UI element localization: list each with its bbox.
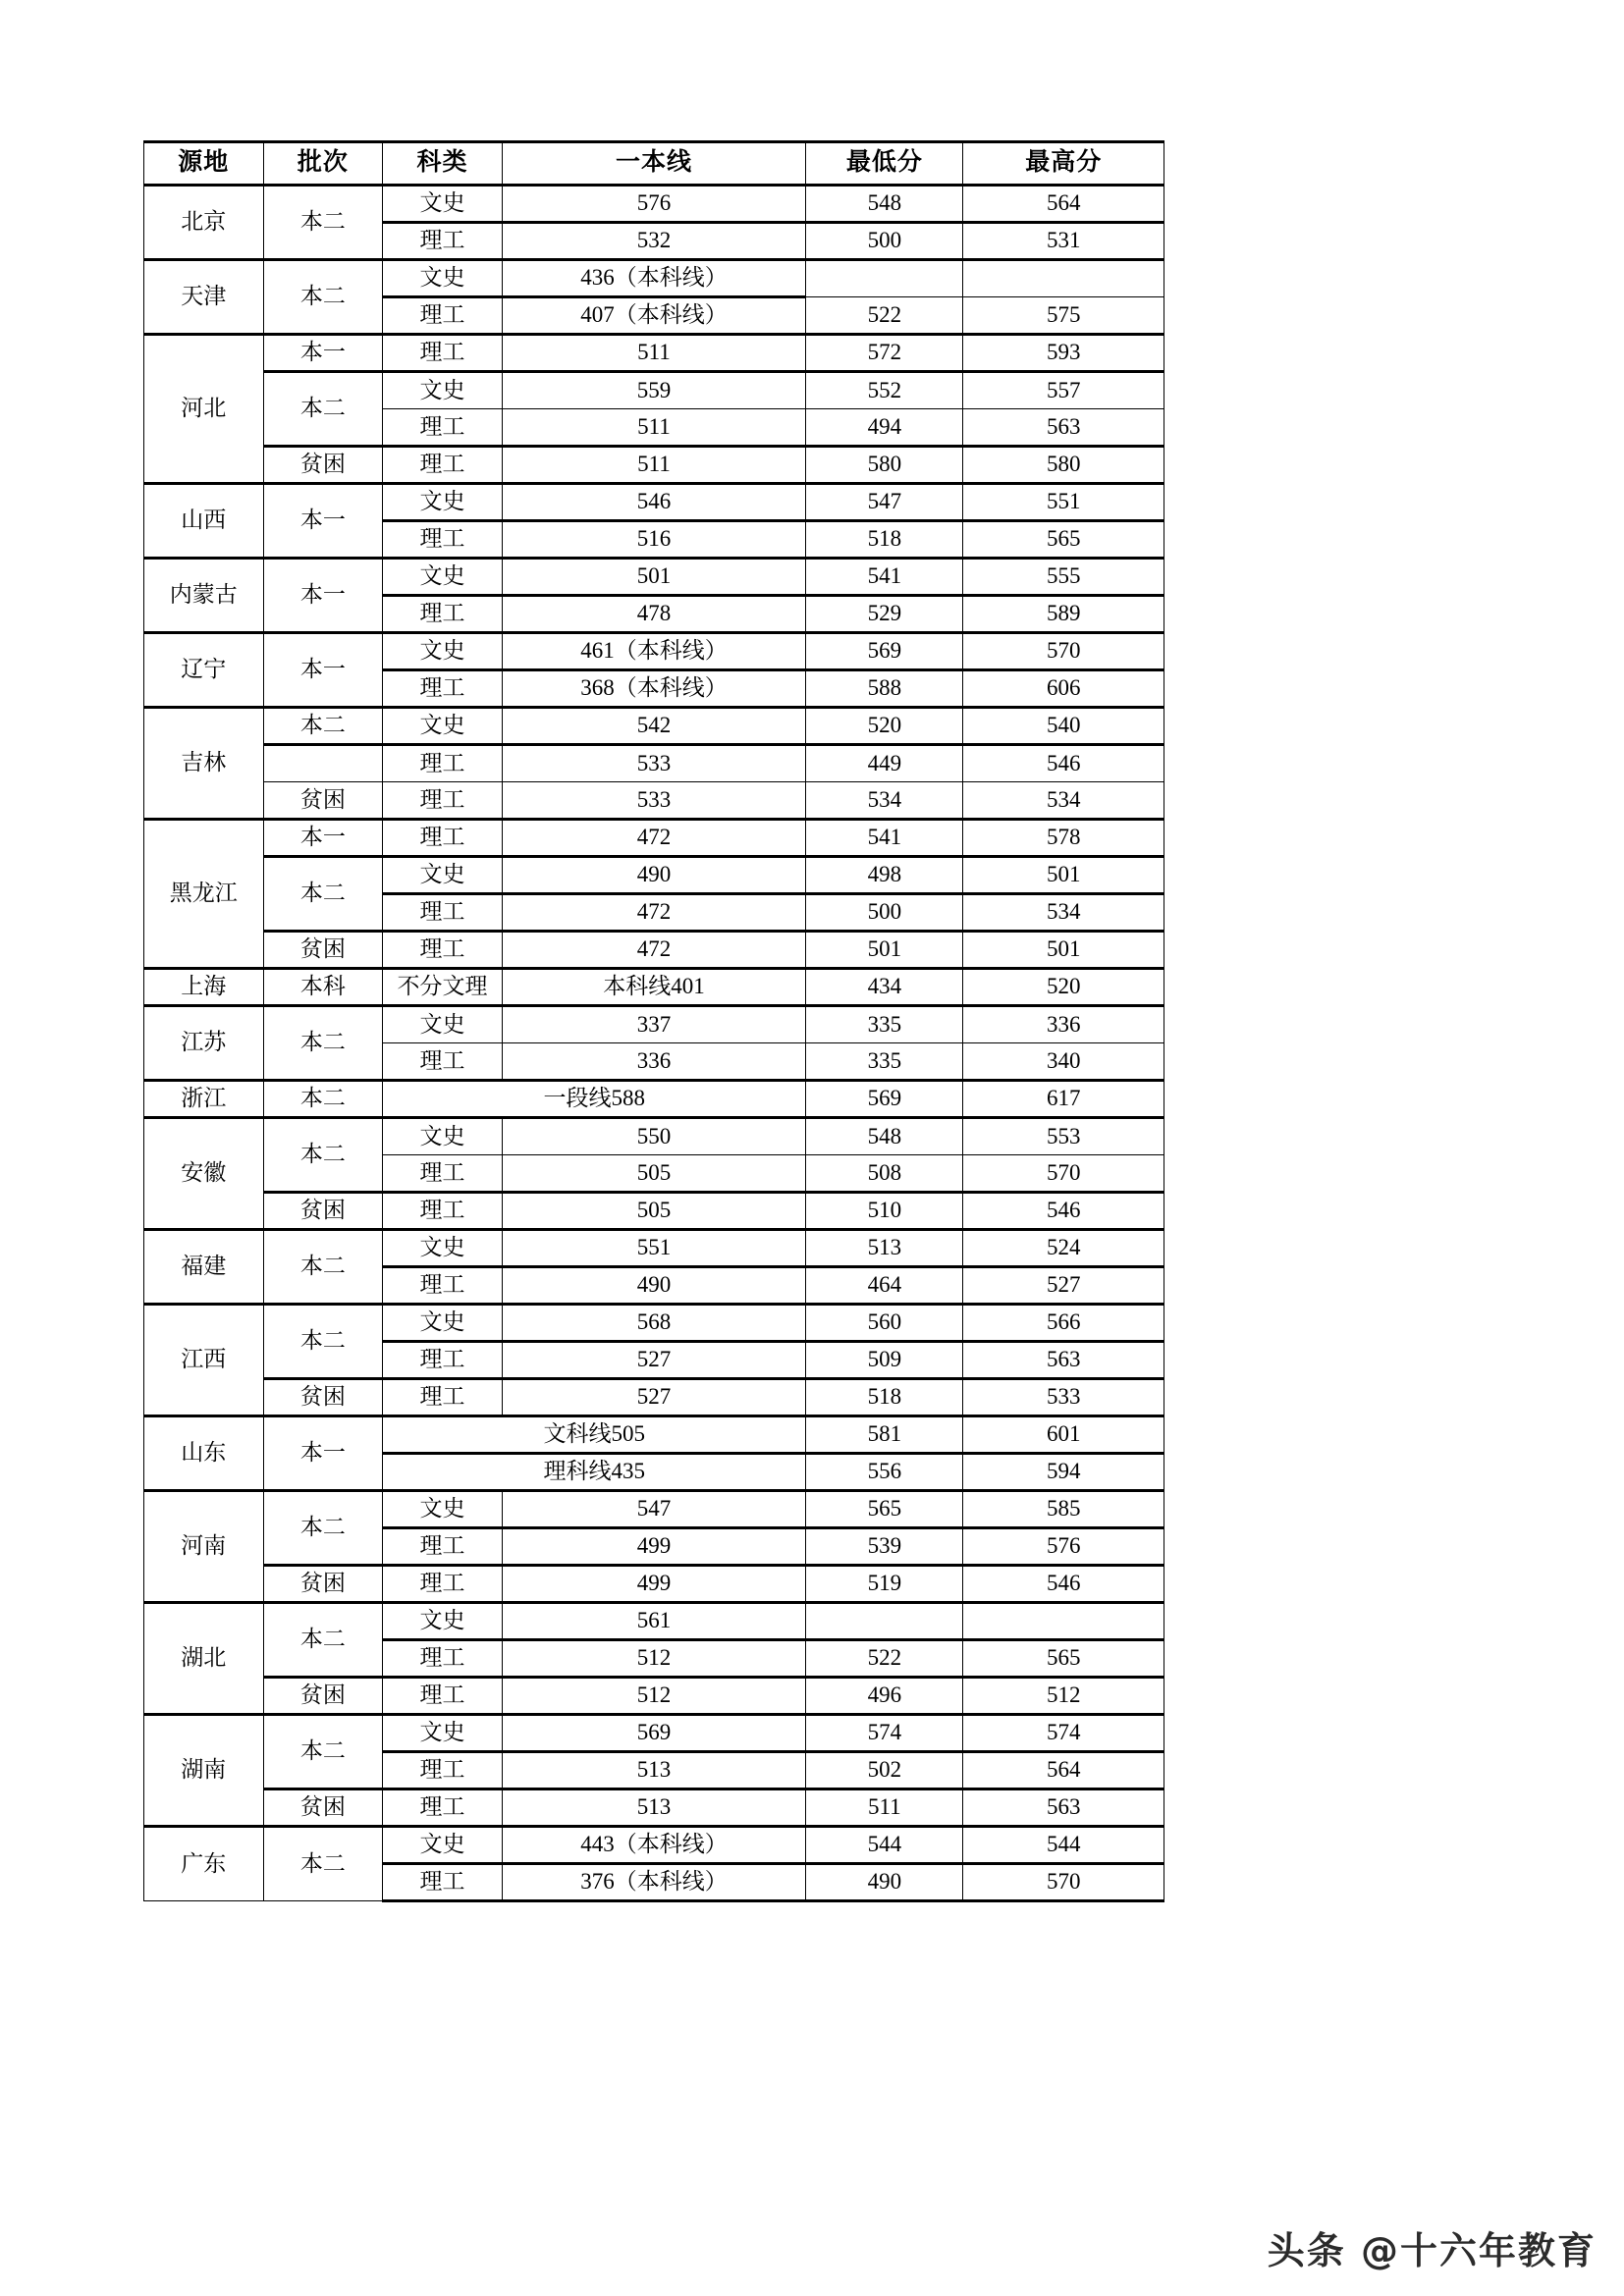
cell-min: 552	[806, 372, 963, 409]
cell-line: 546	[502, 484, 805, 521]
table-row	[144, 708, 1164, 745]
cell-line: 551	[502, 1230, 805, 1267]
cell-max: 593	[963, 335, 1164, 372]
cell-max: 533	[963, 1379, 1164, 1416]
cell-origin: 河南	[144, 1491, 264, 1603]
cell-min: 580	[806, 447, 963, 484]
cell-line: 理科线435	[383, 1454, 806, 1491]
cell-max: 565	[963, 521, 1164, 559]
cell-max: 544	[963, 1827, 1164, 1864]
cell-subject: 文史	[383, 484, 503, 521]
cell-origin: 江西	[144, 1305, 264, 1416]
cell-max: 570	[963, 633, 1164, 670]
cell-batch: 贫困	[263, 932, 383, 969]
cell-origin: 广东	[144, 1827, 264, 1901]
table-row	[144, 260, 1164, 297]
cell-max: 551	[963, 484, 1164, 521]
cell-origin: 吉林	[144, 708, 264, 820]
cell-line: 472	[502, 932, 805, 969]
cell-subject: 理工	[383, 1864, 503, 1901]
cell-batch: 本二	[263, 372, 383, 447]
cell-origin: 内蒙古	[144, 559, 264, 633]
cell-origin: 上海	[144, 969, 264, 1006]
cell-min: 547	[806, 484, 963, 521]
cell-batch: 本二	[263, 260, 383, 335]
cell-subject: 理工	[383, 1678, 503, 1715]
cell-line: 文科线505	[383, 1416, 806, 1454]
table-row	[144, 782, 1164, 820]
cell-line: 511	[502, 409, 805, 447]
cell-line: 568	[502, 1305, 805, 1342]
cell-origin: 福建	[144, 1230, 264, 1305]
cell-max: 336	[963, 1006, 1164, 1043]
cell-batch: 本二	[263, 186, 383, 260]
table-row	[144, 1715, 1164, 1752]
cell-min: 581	[806, 1416, 963, 1454]
cell-max: 520	[963, 969, 1164, 1006]
table-row	[144, 484, 1164, 521]
cell-max: 576	[963, 1528, 1164, 1566]
cell-min: 556	[806, 1454, 963, 1491]
cell-line: 505	[502, 1155, 805, 1193]
cell-line: 559	[502, 372, 805, 409]
cell-min: 539	[806, 1528, 963, 1566]
cell-line: 本科线401	[502, 969, 805, 1006]
cell-batch: 本二	[263, 1715, 383, 1789]
cell-line: 533	[502, 782, 805, 820]
cell-min: 522	[806, 297, 963, 335]
cell-subject: 理工	[383, 1342, 503, 1379]
table-row	[144, 1603, 1164, 1640]
cell-min: 522	[806, 1640, 963, 1678]
table-row	[144, 745, 1164, 782]
cell-subject: 文史	[383, 260, 503, 297]
cell-batch: 贫困	[263, 1379, 383, 1416]
cell-subject: 文史	[383, 1827, 503, 1864]
cell-subject: 理工	[383, 297, 503, 335]
cell-subject: 文史	[383, 1230, 503, 1267]
cell-min: 500	[806, 894, 963, 932]
table-row	[144, 857, 1164, 894]
cell-line: 516	[502, 521, 805, 559]
cell-max: 555	[963, 559, 1164, 596]
cell-batch: 本二	[263, 1603, 383, 1678]
table-header	[144, 142, 1164, 186]
cell-min: 529	[806, 596, 963, 633]
cell-subject: 理工	[383, 1155, 503, 1193]
column-header-subject: 科类	[383, 142, 503, 186]
cell-subject: 理工	[383, 596, 503, 633]
cell-min: 510	[806, 1193, 963, 1230]
cell-min: 335	[806, 1043, 963, 1081]
cell-line: 499	[502, 1566, 805, 1603]
cell-min: 434	[806, 969, 963, 1006]
cell-origin: 江苏	[144, 1006, 264, 1081]
cell-max: 546	[963, 1193, 1164, 1230]
table-row	[144, 1491, 1164, 1528]
cell-origin: 湖南	[144, 1715, 264, 1827]
table-row	[144, 1827, 1164, 1864]
column-header-batch: 批次	[263, 142, 383, 186]
table-row	[144, 820, 1164, 857]
cell-subject: 理工	[383, 894, 503, 932]
cell-subject: 文史	[383, 857, 503, 894]
cell-min: 500	[806, 223, 963, 260]
cell-min: 464	[806, 1267, 963, 1305]
cell-max: 534	[963, 782, 1164, 820]
cell-batch: 本一	[263, 559, 383, 633]
cell-min	[806, 260, 963, 297]
cell-line: 368（本科线）	[502, 670, 805, 708]
cell-subject: 理工	[383, 1267, 503, 1305]
cell-subject: 文史	[383, 186, 503, 223]
cell-line: 542	[502, 708, 805, 745]
cell-origin: 北京	[144, 186, 264, 260]
table-row	[144, 1566, 1164, 1603]
cell-max: 594	[963, 1454, 1164, 1491]
cell-line: 513	[502, 1752, 805, 1789]
cell-max	[963, 1603, 1164, 1640]
cell-line: 569	[502, 1715, 805, 1752]
cell-line: 576	[502, 186, 805, 223]
table-row	[144, 1118, 1164, 1155]
table-body	[144, 186, 1164, 1901]
cell-max: 570	[963, 1864, 1164, 1901]
cell-batch: 本一	[263, 633, 383, 708]
cell-subject: 理工	[383, 409, 503, 447]
cell-line: 512	[502, 1678, 805, 1715]
cell-max: 534	[963, 894, 1164, 932]
cell-max: 564	[963, 186, 1164, 223]
cell-line: 532	[502, 223, 805, 260]
cell-min: 574	[806, 1715, 963, 1752]
cell-line: 512	[502, 1640, 805, 1678]
cell-line: 490	[502, 1267, 805, 1305]
cell-line: 499	[502, 1528, 805, 1566]
cell-origin: 浙江	[144, 1081, 264, 1118]
cell-subject: 理工	[383, 1566, 503, 1603]
cell-batch: 本二	[263, 1118, 383, 1193]
cell-max: 580	[963, 447, 1164, 484]
table-row	[144, 1230, 1164, 1267]
cell-line: 376（本科线）	[502, 1864, 805, 1901]
cell-batch: 本二	[263, 708, 383, 745]
cell-min: 548	[806, 1118, 963, 1155]
cell-max: 565	[963, 1640, 1164, 1678]
cell-line: 478	[502, 596, 805, 633]
cell-subject: 理工	[383, 1193, 503, 1230]
cell-max: 570	[963, 1155, 1164, 1193]
cell-max: 501	[963, 857, 1164, 894]
cell-line: 505	[502, 1193, 805, 1230]
cell-min: 588	[806, 670, 963, 708]
table-row	[144, 1789, 1164, 1827]
column-header-origin: 源地	[144, 142, 264, 186]
cell-batch: 本一	[263, 484, 383, 559]
cell-line: 461（本科线）	[502, 633, 805, 670]
cell-max: 564	[963, 1752, 1164, 1789]
cell-batch: 贫困	[263, 447, 383, 484]
cell-line: 511	[502, 335, 805, 372]
watermark-text: 头条 @十六年教育	[1267, 2229, 1597, 2272]
cell-min: 335	[806, 1006, 963, 1043]
cell-batch: 贫困	[263, 782, 383, 820]
cell-subject: 不分文理	[383, 969, 503, 1006]
cell-line: 527	[502, 1379, 805, 1416]
cell-line: 472	[502, 894, 805, 932]
cell-max: 340	[963, 1043, 1164, 1081]
cell-batch: 本二	[263, 1305, 383, 1379]
cell-subject: 文史	[383, 1118, 503, 1155]
cell-line: 407（本科线）	[502, 297, 805, 335]
admission-score-table	[143, 140, 1164, 1902]
cell-min: 501	[806, 932, 963, 969]
cell-batch: 本二	[263, 1827, 383, 1901]
table-row	[144, 559, 1164, 596]
cell-line: 一段线588	[383, 1081, 806, 1118]
cell-line: 337	[502, 1006, 805, 1043]
table-row	[144, 1678, 1164, 1715]
cell-origin: 辽宁	[144, 633, 264, 708]
cell-min: 513	[806, 1230, 963, 1267]
cell-batch: 本二	[263, 1491, 383, 1566]
cell-subject: 理工	[383, 932, 503, 969]
cell-line: 527	[502, 1342, 805, 1379]
cell-origin: 河北	[144, 335, 264, 484]
cell-line: 336	[502, 1043, 805, 1081]
header-row	[144, 142, 1164, 186]
cell-line: 436（本科线）	[502, 260, 805, 297]
cell-origin: 湖北	[144, 1603, 264, 1715]
cell-subject: 理工	[383, 447, 503, 484]
table-row	[144, 1193, 1164, 1230]
cell-min: 569	[806, 1081, 963, 1118]
cell-min: 518	[806, 521, 963, 559]
cell-min: 519	[806, 1566, 963, 1603]
cell-batch: 贫困	[263, 1193, 383, 1230]
cell-subject: 文史	[383, 372, 503, 409]
cell-batch	[263, 745, 383, 782]
cell-subject: 理工	[383, 1043, 503, 1081]
cell-max: 574	[963, 1715, 1164, 1752]
cell-min: 565	[806, 1491, 963, 1528]
table-row	[144, 372, 1164, 409]
table-row	[144, 932, 1164, 969]
cell-subject: 理工	[383, 1379, 503, 1416]
cell-min: 541	[806, 559, 963, 596]
cell-batch: 本科	[263, 969, 383, 1006]
cell-subject: 理工	[383, 1752, 503, 1789]
cell-min: 508	[806, 1155, 963, 1193]
cell-subject: 文史	[383, 1006, 503, 1043]
cell-min: 541	[806, 820, 963, 857]
score-table-sheet	[143, 140, 1164, 1902]
cell-min: 544	[806, 1827, 963, 1864]
table-row	[144, 1379, 1164, 1416]
cell-max: 563	[963, 1789, 1164, 1827]
cell-subject: 理工	[383, 670, 503, 708]
table-row	[144, 1006, 1164, 1043]
table-row	[144, 186, 1164, 223]
column-header-min: 最低分	[806, 142, 963, 186]
cell-origin: 山东	[144, 1416, 264, 1491]
cell-max: 546	[963, 1566, 1164, 1603]
table-row	[144, 1416, 1164, 1454]
cell-min: 520	[806, 708, 963, 745]
cell-min: 498	[806, 857, 963, 894]
cell-min: 509	[806, 1342, 963, 1379]
table-row	[144, 335, 1164, 372]
cell-line: 501	[502, 559, 805, 596]
cell-subject: 文史	[383, 559, 503, 596]
table-row	[144, 633, 1164, 670]
cell-batch: 本一	[263, 335, 383, 372]
cell-subject: 理工	[383, 335, 503, 372]
cell-min: 518	[806, 1379, 963, 1416]
cell-subject: 文史	[383, 633, 503, 670]
cell-subject: 文史	[383, 1305, 503, 1342]
cell-subject: 文史	[383, 1491, 503, 1528]
cell-max: 557	[963, 372, 1164, 409]
cell-subject: 理工	[383, 223, 503, 260]
cell-min	[806, 1603, 963, 1640]
cell-min: 502	[806, 1752, 963, 1789]
cell-subject: 文史	[383, 1715, 503, 1752]
cell-max: 585	[963, 1491, 1164, 1528]
cell-line: 472	[502, 820, 805, 857]
cell-max: 563	[963, 409, 1164, 447]
cell-origin: 黑龙江	[144, 820, 264, 969]
cell-max: 566	[963, 1305, 1164, 1342]
column-header-max: 最高分	[963, 142, 1164, 186]
table-row	[144, 1305, 1164, 1342]
table-row	[144, 969, 1164, 1006]
cell-origin: 安徽	[144, 1118, 264, 1230]
cell-origin: 山西	[144, 484, 264, 559]
cell-max: 575	[963, 297, 1164, 335]
cell-batch: 本一	[263, 820, 383, 857]
cell-max: 553	[963, 1118, 1164, 1155]
cell-subject: 理工	[383, 782, 503, 820]
cell-line: 513	[502, 1789, 805, 1827]
cell-subject: 理工	[383, 1528, 503, 1566]
cell-line: 533	[502, 745, 805, 782]
column-header-line: 一本线	[502, 142, 805, 186]
cell-batch: 贫困	[263, 1789, 383, 1827]
cell-max: 540	[963, 708, 1164, 745]
cell-max	[963, 260, 1164, 297]
cell-batch: 贫困	[263, 1566, 383, 1603]
cell-batch: 本二	[263, 1230, 383, 1305]
cell-max: 512	[963, 1678, 1164, 1715]
cell-line: 490	[502, 857, 805, 894]
cell-subject: 理工	[383, 1789, 503, 1827]
cell-max: 578	[963, 820, 1164, 857]
cell-max: 546	[963, 745, 1164, 782]
cell-min: 494	[806, 409, 963, 447]
cell-min: 449	[806, 745, 963, 782]
cell-max: 524	[963, 1230, 1164, 1267]
cell-max: 606	[963, 670, 1164, 708]
cell-max: 617	[963, 1081, 1164, 1118]
cell-min: 496	[806, 1678, 963, 1715]
cell-max: 527	[963, 1267, 1164, 1305]
cell-max: 589	[963, 596, 1164, 633]
cell-line: 547	[502, 1491, 805, 1528]
cell-max: 563	[963, 1342, 1164, 1379]
cell-line: 550	[502, 1118, 805, 1155]
cell-line: 561	[502, 1603, 805, 1640]
cell-batch: 本二	[263, 857, 383, 932]
cell-min: 560	[806, 1305, 963, 1342]
cell-subject: 文史	[383, 1603, 503, 1640]
cell-max: 531	[963, 223, 1164, 260]
cell-batch: 本二	[263, 1006, 383, 1081]
cell-subject: 理工	[383, 745, 503, 782]
cell-line: 511	[502, 447, 805, 484]
cell-origin: 天津	[144, 260, 264, 335]
cell-max: 601	[963, 1416, 1164, 1454]
table-row	[144, 447, 1164, 484]
cell-min: 548	[806, 186, 963, 223]
cell-min: 490	[806, 1864, 963, 1901]
cell-subject: 理工	[383, 1640, 503, 1678]
cell-batch: 本一	[263, 1416, 383, 1491]
cell-min: 569	[806, 633, 963, 670]
cell-batch: 贫困	[263, 1678, 383, 1715]
table-row	[144, 1081, 1164, 1118]
cell-subject: 文史	[383, 708, 503, 745]
cell-line: 443（本科线）	[502, 1827, 805, 1864]
cell-batch: 本二	[263, 1081, 383, 1118]
cell-min: 572	[806, 335, 963, 372]
cell-max: 501	[963, 932, 1164, 969]
cell-subject: 理工	[383, 521, 503, 559]
cell-min: 534	[806, 782, 963, 820]
cell-min: 511	[806, 1789, 963, 1827]
cell-subject: 理工	[383, 820, 503, 857]
